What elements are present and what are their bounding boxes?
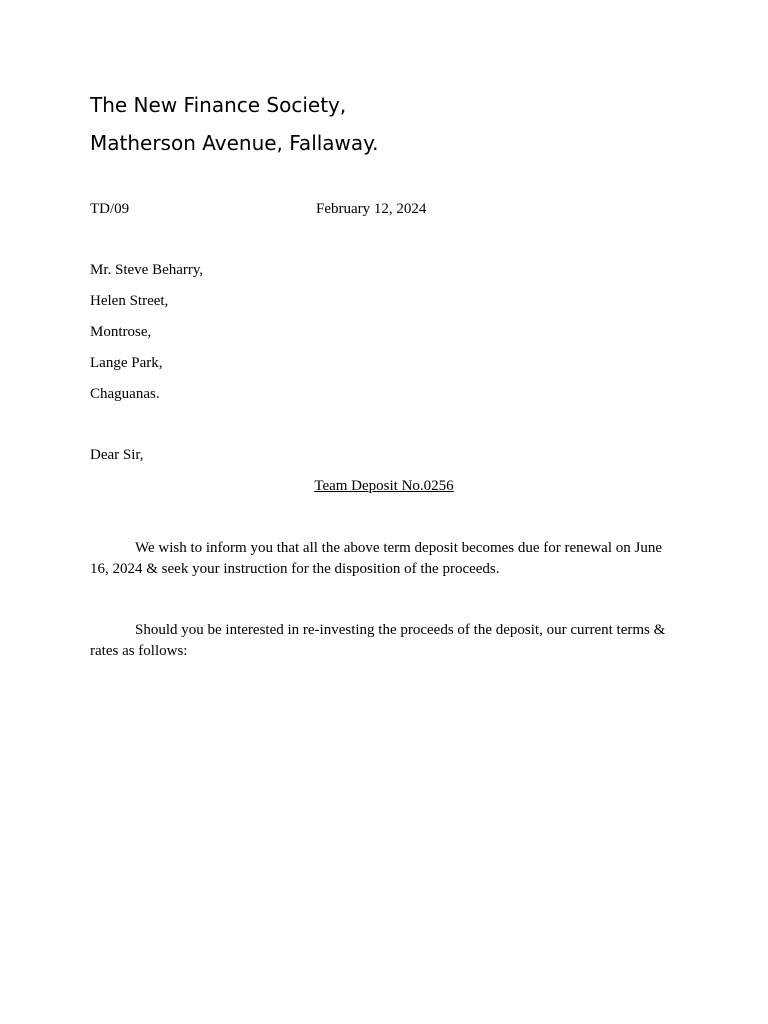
salutation: Dear Sir, [90, 447, 144, 463]
letterhead-line-1: The New Finance Society, [90, 93, 347, 117]
recipient-address-line: Montrose, [90, 324, 152, 340]
subject-text: Team Deposit No.0256 [314, 478, 454, 494]
reference-number: TD/09 [90, 201, 130, 217]
recipient-address-line: Helen Street, [90, 293, 169, 309]
recipient-name: Mr. Steve Beharry, [90, 262, 204, 278]
letter-date: February 12, 2024 [316, 201, 427, 217]
recipient-address-line: Lange Park, [90, 355, 163, 371]
recipient-address-line: Chaguanas. [90, 386, 160, 402]
body-paragraph-2: Should you be interested in re-investing the proceeds of the deposit, our current terms & rates as follows: [90, 622, 666, 659]
subject-line [0, 476, 768, 497]
body-paragraph-1: We wish to inform you that all the above term deposit becomes due for renewal on June 16, 2024 & seek your instruction for the disposition of the proceeds. [90, 540, 662, 577]
letterhead-line-2: Matherson Avenue, Fallaway. [90, 131, 379, 155]
